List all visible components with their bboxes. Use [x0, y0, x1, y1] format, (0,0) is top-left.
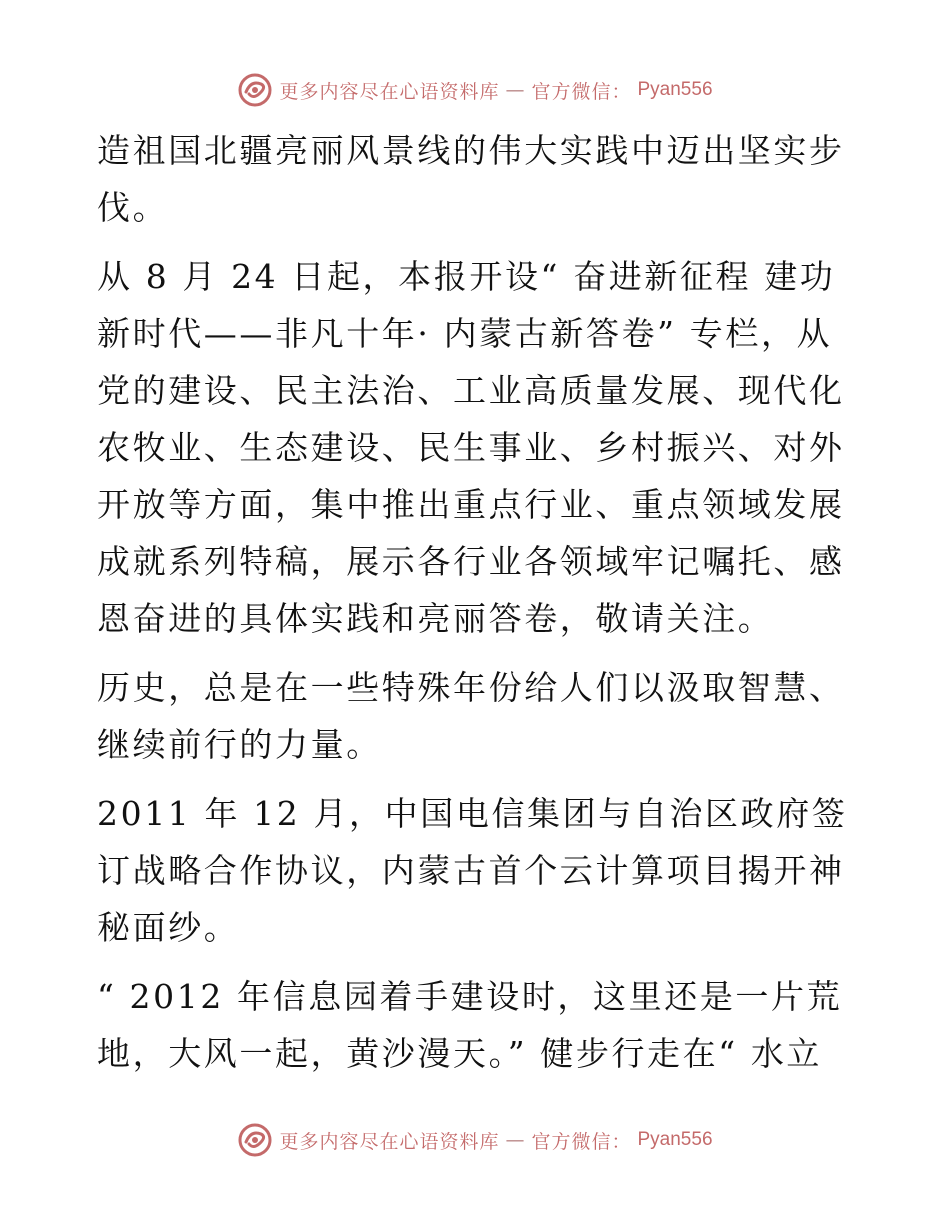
- header-watermark: [0, 70, 950, 110]
- watermark-text: 更多内容尽在心语资料库: [279, 1130, 500, 1153]
- red-seal-swirl-icon: [237, 72, 273, 108]
- paragraph: 2011 年 12 月，中国电信集团与自治区政府签订战略合作协议，内蒙古首个云计算项目揭开神秘面纱。: [97, 794, 848, 947]
- document-body: [97, 122, 857, 1094]
- paragraph: 造祖国北疆亮丽风景线的伟大实践中迈出坚实步伐。: [97, 131, 845, 227]
- paragraph: “ 2012 年信息园着手建设时，这里还是一片荒地，大风一起，黄沙漫天。” 健步行走在“ 水立: [97, 977, 843, 1073]
- watermark-wechat-label: 官方微信：: [531, 1130, 632, 1153]
- watermark-wechat-id: Pyan556: [637, 79, 713, 100]
- watermark-separator: —: [505, 1129, 526, 1151]
- watermark-wechat-id: Pyan556: [637, 1129, 713, 1150]
- watermark-separator: —: [505, 79, 526, 101]
- footer-watermark: [0, 1120, 950, 1160]
- watermark-wechat-label: 官方微信：: [531, 80, 632, 103]
- red-seal-swirl-icon: [237, 1122, 273, 1158]
- watermark-text: 更多内容尽在心语资料库: [279, 80, 500, 103]
- paragraph: 从 8 月 24 日起，本报开设“ 奋进新征程 建功新时代——非凡十年· 内蒙古新答卷” 专栏，从党的建设、民主法治、工业高质量发展、现代化农牧业、生态建设、民生事业、乡村振兴、对外开放等方面，集中推出重点行业、重点领域发展成就系列特稿，展示各行业各领域牢记嘱托、感恩奋进的具体实践和亮丽答卷，敬请关注。: [97, 257, 845, 638]
- paragraph: 历史，总是在一些特殊年份给人们以汲取智慧、继续前行的力量。: [97, 668, 845, 764]
